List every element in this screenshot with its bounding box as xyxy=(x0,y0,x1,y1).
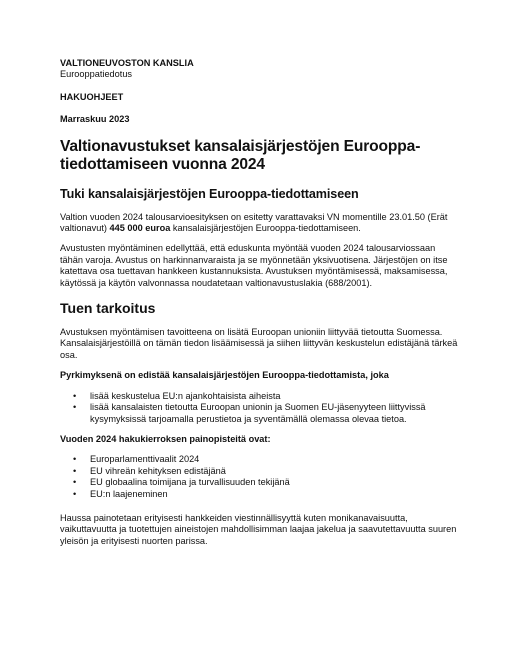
unit-name: Eurooppatiedotus xyxy=(60,69,133,80)
document-type: HAKUOHJEET xyxy=(60,91,124,102)
section-heading-support: Tuki kansalaisjärjestöjen Eurooppa-tiedottamiseen xyxy=(60,186,359,201)
organization-name: VALTIONEUVOSTON KANSLIA xyxy=(60,58,194,68)
section-heading-purpose: Tuen tarkoitus xyxy=(60,300,156,317)
document-title: Valtionavustukset kansalaisjärjestöjen Eurooppa-tiedottamiseen vuonna 2024 xyxy=(60,137,421,174)
list-item: • EU vihreän kehityksen edistäjänä xyxy=(60,466,460,477)
priorities-list xyxy=(60,454,460,500)
budget-amount: 445 000 euroa xyxy=(109,223,171,234)
paragraph-purpose: Avustuksen myöntämisen tavoitteena on lisätä Euroopan unioniin liittyvää tietoutta Suomessa. Kansalaisjärjestöillä on tämän tiedon lisäämisessä ja siihen liittyvän keskustelun edistäjänä tärkeä osa. xyxy=(60,327,458,360)
list-item: • lisää keskustelua EU:n ajankohtaisista aiheista xyxy=(60,391,460,402)
list-item: • Europarlamenttivaalit 2024 xyxy=(60,454,460,465)
goals-heading: Pyrkimyksenä on edistää kansalaisjärjestöjen Eurooppa-tiedottamista, joka xyxy=(60,370,389,381)
list-item: • lisää kansalaisten tietoutta Euroopan unionin ja Suomen EU-jäsenyyteen liittyvissä kysymyksissä tarjoamalla perustietoa ja syventämällä olemassa olevaa tietoa. xyxy=(60,402,460,425)
document-page xyxy=(60,58,460,547)
priorities-heading: Vuoden 2024 hakukierroksen painopisteitä ovat: xyxy=(60,433,271,444)
goals-list xyxy=(60,391,460,425)
list-item: • EU:n laajeneminen xyxy=(60,489,460,500)
list-item: • EU globaalina toimijana ja turvallisuuden tekijänä xyxy=(60,477,460,488)
paragraph-conditions: Avustusten myöntäminen edellyttää, että eduskunta myöntää vuoden 2024 talousarviossaan tähän varoja. Avustus on harkinnanvaraista ja se myönnetään yksivuotisena. Järjestöjen on itse katettava osa tuettavan hankkeen kustannuksista. Avustuksen myöntämisessä, maksamisessa, käytössä ja käytön valvonnassa noudatetaan valtionavustuslakia (688/2001). xyxy=(60,243,448,288)
paragraph-emphasis: Haussa painotetaan erityisesti hankkeiden viestinnällisyyttä kuten monikanavaisuutta, vaikuttavuutta ja tuotettujen aineistojen mahdollisimman laajaa jakelua ja saavutettavuutta suuren yleisön ja erityisesti nuorten parissa. xyxy=(60,512,457,546)
paragraph-budget: Valtion vuoden 2024 talousarvioesityksen on esitetty varattavaksi VN momentille 23.01.50 (Erät valtionavut) 445 000 euroa kansalaisjärjestöjen Eurooppa-tiedottamiseen. xyxy=(60,211,448,234)
document-date: Marraskuu 2023 xyxy=(60,114,130,125)
